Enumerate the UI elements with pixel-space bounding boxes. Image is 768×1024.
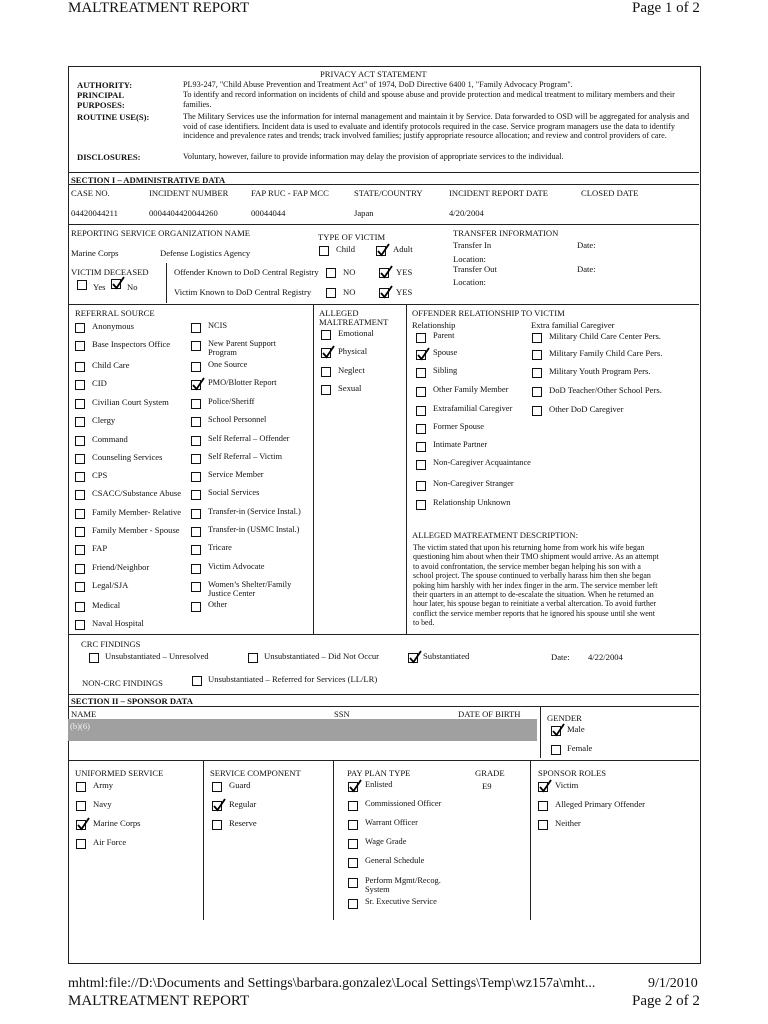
divider	[530, 760, 531, 920]
adult-checkbox[interactable]	[376, 246, 386, 256]
case-no-value: 04420044211	[71, 208, 118, 218]
extra-familial-label: Extra familial Caregiver	[531, 320, 615, 330]
component-regular-label: Regular	[229, 799, 257, 809]
relationship-parent-label: Parent	[433, 331, 455, 340]
role-neither-checkbox[interactable]	[538, 820, 548, 830]
report-date-label: INCIDENT REPORT DATE	[449, 188, 548, 198]
fap-value: 00044044	[251, 208, 286, 218]
divider	[540, 706, 541, 758]
payplan-perform-mgmt-recog-system-checkbox[interactable]	[348, 878, 358, 888]
deceased-no-label: No	[127, 282, 138, 292]
child-label: Child	[336, 244, 356, 254]
referral-transfer-in-service-instal-label: Transfer-in (Service Instal.)	[208, 507, 301, 516]
referral-tricare-checkbox[interactable]	[191, 545, 201, 555]
referral-civilian-court-system-checkbox[interactable]	[75, 399, 85, 409]
referral-victim-advocate-checkbox[interactable]	[191, 564, 201, 574]
referral-new-parent-support-program-label: New Parent Support Program	[208, 339, 276, 357]
role-victim-label: Victim	[555, 780, 579, 790]
referral-police-sheriff-checkbox[interactable]	[191, 399, 201, 409]
referral-friend-neighbor-checkbox[interactable]	[75, 564, 85, 574]
payplan-sr-executive-service-label: Sr. Executive Service	[365, 897, 437, 906]
referral-family-member-relative-checkbox[interactable]	[75, 509, 85, 519]
divider	[68, 694, 699, 695]
section2-title: SECTION II – SPONSOR DATA	[71, 696, 193, 706]
victim-known-yes-label: YES	[396, 287, 413, 297]
referral-fap-checkbox[interactable]	[75, 545, 85, 555]
referral-counseling-services-label: Counseling Services	[92, 452, 163, 462]
gender-female-checkbox[interactable]	[551, 745, 561, 755]
relationship-relationship-unknown-checkbox[interactable]	[416, 500, 426, 510]
caregiver-military-family-child-care-pers-label: Military Family Child Care Pers.	[549, 348, 663, 358]
authority-text: PL93-247, "Child Abuse Prevention and Treatment Act" of 1974, DoD Directive 6400 1, "Family Advocacy Program".	[183, 80, 573, 89]
redaction-label: (b)(6)	[70, 721, 91, 731]
offender-known-yes-label: YES	[396, 267, 413, 277]
reporting-org: Defense Logistics Agency	[160, 248, 251, 258]
relationship-sub-label: Relationship	[412, 320, 456, 330]
report-title: MALTREATMENT REPORT	[68, 0, 250, 16]
fap-label: FAP RUC - FAP MCC	[251, 188, 329, 198]
component-reserve-label: Reserve	[229, 818, 257, 828]
referral-pmo-blotter-report-checkbox[interactable]	[191, 380, 201, 390]
disclosures-text: Voluntary, however, failure to provide information may delay the provision of appropriate services to the individual.	[183, 152, 564, 161]
relationship-non-caregiver-stranger-checkbox[interactable]	[416, 481, 426, 491]
referral-anonymous-checkbox[interactable]	[75, 323, 85, 333]
referral-self-referral-victim-checkbox[interactable]	[191, 454, 201, 464]
caregiver-dod-teacher-other-school-pers-checkbox[interactable]	[532, 387, 542, 397]
payplan-enlisted-checkbox[interactable]	[348, 782, 358, 792]
referral-family-member-spouse-checkbox[interactable]	[75, 527, 85, 537]
transfer-in-label: Transfer In	[453, 240, 492, 250]
transfer-label: TRANSFER INFORMATION	[453, 228, 559, 238]
referral-transfer-in-usmc-instal-checkbox[interactable]	[191, 527, 201, 537]
sponsor-dob-label: DATE OF BIRTH	[458, 709, 521, 719]
referral-police-sheriff-label: Police/Sheriff	[208, 397, 255, 406]
referral-naval-hospital-checkbox[interactable]	[75, 620, 85, 630]
caregiver-dod-teacher-other-school-pers-label: DoD Teacher/Other School Pers.	[549, 385, 662, 395]
relationship-former-spouse-label: Former Spouse	[433, 422, 484, 431]
payplan-wage-grade-label: Wage Grade	[365, 837, 407, 846]
sponsor-name-label: NAME	[71, 709, 97, 719]
transfer-out-location-label: Location:	[453, 277, 486, 287]
purposes-label-2: PURPOSES:	[77, 100, 125, 110]
section1-title: SECTION I – ADMINISTRATIVE DATA	[71, 175, 226, 185]
referral-family-member-spouse-label: Family Member - Spouse	[92, 525, 180, 535]
maltreatment-emotional-label: Emotional	[338, 328, 374, 338]
referral-victim-advocate-label: Victim Advocate	[208, 562, 265, 571]
payplan-warrant-officer-checkbox[interactable]	[348, 820, 358, 830]
referral-social-services-checkbox[interactable]	[191, 490, 201, 500]
relationship-non-caregiver-stranger-label: Non-Caregiver Stranger	[433, 479, 514, 488]
transfer-out-label: Transfer Out	[453, 264, 497, 274]
role-alleged-primary-offender-label: Alleged Primary Offender	[555, 799, 646, 809]
maltreatment-sexual-label: Sexual	[338, 383, 362, 393]
service-component-label: SERVICE COMPONENT	[210, 768, 301, 778]
referral-clergy-checkbox[interactable]	[75, 417, 85, 427]
child-checkbox[interactable]	[319, 246, 329, 256]
referral-csacc-substance-abuse-checkbox[interactable]	[75, 490, 85, 500]
divider	[68, 706, 699, 707]
referral-one-source-label: One Source	[208, 360, 248, 369]
caregiver-military-child-care-center-pers-label: Military Child Care Center Pers.	[549, 331, 661, 341]
relationship-extrafamilial-caregiver-label: Extrafamilial Caregiver	[433, 404, 513, 413]
maltreatment-emotional-checkbox[interactable]	[321, 330, 331, 340]
referral-cid-label: CID	[92, 378, 107, 388]
divider	[406, 304, 407, 634]
victim-known-label: Victim Known to DoD Central Registry	[174, 287, 312, 297]
component-regular-checkbox[interactable]	[212, 801, 222, 811]
description-text: The victim stated that upon his returning home from work his wife began questioning him about when their TMO shipment would arrive. As an attempt to avoid confrontation, the service member began helping his son with a school project. The spouse continued to verbally harass him then she began poking him harshly with her index finger in the arm. The service member left their quarters in an attempt to de-escalate the situation. When he returned an hour later, his spouse began to reinitiate a verbal altercation. To avoid further conflict the service member reports that he ignored his spouse until she went to bed.	[413, 543, 659, 628]
referral-women-s-shelter-family-justice-center-label: Women’s Shelter/Family Justice Center	[208, 580, 292, 598]
gender-label: GENDER	[547, 713, 582, 723]
description-label: ALLEGED MATREATMENT DESCRIPTION:	[412, 530, 578, 540]
uniformed-air-force-label: Air Force	[93, 837, 127, 847]
transfer-in-location-label: Location:	[453, 254, 486, 264]
referral-child-care-label: Child Care	[92, 360, 130, 370]
referral-civilian-court-system-label: Civilian Court System	[92, 397, 169, 407]
crc-unresolved-checkbox[interactable]	[89, 653, 99, 663]
victim-known-no-label: NO	[343, 287, 356, 297]
referral-label: REFERRAL SOURCE	[75, 308, 155, 318]
routine-use-text: The Military Services use the information for internal management and maintain it by Service. Data forwarded to OSD will be aggregated for analysis and void of case identifiers. Incident data is used to evaluate and identify protocols required in the case. Service program managers use the data to identify incidence and prevalence rates and trends; track involved families; justify appropriate resource allocation; and review and control providers of care.	[183, 112, 690, 141]
divider	[68, 304, 699, 305]
relationship-intimate-partner-checkbox[interactable]	[416, 442, 426, 452]
payplan-enlisted-label: Enlisted	[365, 780, 393, 789]
state-value: Japan	[354, 208, 374, 218]
component-reserve-checkbox[interactable]	[212, 820, 222, 830]
payplan-commissioned-officer-checkbox[interactable]	[348, 801, 358, 811]
payplan-sr-executive-service-checkbox[interactable]	[348, 899, 358, 909]
relationship-non-caregiver-acquaintance-checkbox[interactable]	[416, 460, 426, 470]
footer-title: MALTREATMENT REPORT	[68, 993, 250, 1009]
component-guard-label: Guard	[229, 780, 251, 790]
referral-tricare-label: Tricare	[208, 543, 232, 552]
referral-fap-label: FAP	[92, 543, 108, 553]
pay-plan-label: PAY PLAN TYPE	[347, 768, 411, 778]
referral-school-personnel-label: School Personnel	[208, 415, 267, 424]
divider	[68, 184, 699, 185]
offender-known-yes-checkbox[interactable]	[379, 268, 389, 278]
referral-school-personnel-checkbox[interactable]	[191, 417, 201, 427]
relationship-spouse-label: Spouse	[433, 348, 458, 357]
purposes-text: To identify and record information on incidents of child and spouse abuse and provide protection and medical treatment to military members and their families.	[183, 90, 675, 109]
crc-did-not-occur-checkbox[interactable]	[248, 653, 258, 663]
referral-base-inspectors-office-label: Base Inspectors Office	[92, 339, 171, 349]
divider	[68, 634, 699, 635]
role-victim-checkbox[interactable]	[538, 782, 548, 792]
disclosures-label: DISCLOSURES:	[77, 152, 141, 162]
referral-pmo-blotter-report-label: PMO/Blotter Report	[208, 378, 277, 387]
non-crc-referred-label: Unsubstantiated – Referred for Services (LL/LR)	[208, 674, 378, 684]
caregiver-military-family-child-care-pers-checkbox[interactable]	[532, 350, 542, 360]
caregiver-other-dod-caregiver-label: Other DoD Caregiver	[549, 404, 624, 414]
victim-known-yes-checkbox[interactable]	[379, 288, 389, 298]
divider	[68, 224, 699, 225]
crc-label: CRC FINDINGS	[81, 639, 141, 649]
maltreatment-physical-checkbox[interactable]	[321, 348, 331, 358]
non-crc-referred-checkbox[interactable]	[192, 676, 202, 686]
victim-known-no-checkbox[interactable]	[326, 288, 336, 298]
referral-base-inspectors-office-checkbox[interactable]	[75, 341, 85, 351]
referral-transfer-in-service-instal-checkbox[interactable]	[191, 509, 201, 519]
relationship-sibling-checkbox[interactable]	[416, 368, 426, 378]
authority-label: AUTHORITY:	[77, 80, 133, 90]
referral-csacc-substance-abuse-label: CSACC/Substance Abuse	[92, 488, 182, 498]
uniformed-navy-label: Navy	[93, 799, 112, 809]
crc-unresolved-label: Unsubstantiated – Unresolved	[105, 651, 209, 661]
crc-date-label: Date:	[551, 652, 570, 662]
payplan-wage-grade-checkbox[interactable]	[348, 839, 358, 849]
divider	[68, 760, 699, 761]
payplan-perform-mgmt-recog-system-label: Perform Mgmt/Recog. System	[365, 876, 441, 894]
transfer-out-date-label: Date:	[577, 264, 596, 274]
referral-transfer-in-usmc-instal-label: Transfer-in (USMC Instal.)	[208, 525, 300, 534]
payplan-general-schedule-label: General Schedule	[365, 856, 425, 865]
victim-deceased-label: VICTIM DECEASED	[71, 267, 149, 277]
grade-value: E9	[482, 781, 492, 791]
uniformed-marine-corps-label: Marine Corps	[93, 818, 141, 828]
uniformed-navy-checkbox[interactable]	[76, 801, 86, 811]
referral-legal-sja-label: Legal/SJA	[92, 580, 129, 590]
referral-service-member-checkbox[interactable]	[191, 472, 201, 482]
relationship-intimate-partner-label: Intimate Partner	[433, 440, 488, 449]
deceased-no-checkbox[interactable]	[111, 279, 121, 289]
referral-medical-checkbox[interactable]	[75, 602, 85, 612]
routine-use-label: ROUTINE USE(S):	[77, 112, 150, 122]
relationship-extrafamilial-caregiver-checkbox[interactable]	[416, 406, 426, 416]
divider	[313, 304, 314, 634]
referral-self-referral-victim-label: Self Referral – Victim	[208, 452, 282, 461]
caregiver-military-youth-program-pers-checkbox[interactable]	[532, 368, 542, 378]
referral-self-referral-offender-label: Self Referral – Offender	[208, 434, 290, 443]
referral-command-label: Command	[92, 434, 128, 444]
crc-substantiated-label: Substantiated	[423, 651, 470, 661]
referral-friend-neighbor-label: Friend/Neighbor	[92, 562, 150, 572]
divider	[166, 263, 167, 303]
purposes-label-1: PRINCIPAL	[77, 90, 125, 100]
referral-self-referral-offender-checkbox[interactable]	[191, 436, 201, 446]
relationship-parent-checkbox[interactable]	[416, 333, 426, 343]
state-label: STATE/COUNTRY	[354, 188, 423, 198]
referral-medical-label: Medical	[92, 600, 121, 610]
footer-path: mhtml:file://D:\Documents and Settings\barbara.gonzalez\Local Settings\Temp\wz157a\mht...	[68, 976, 596, 991]
crc-did-not-occur-label: Unsubstantiated – Did Not Occur	[264, 651, 380, 661]
reporting-label: REPORTING SERVICE ORGANIZATION NAME	[71, 228, 251, 238]
gender-male-checkbox[interactable]	[551, 726, 561, 736]
divider	[333, 760, 334, 920]
uniformed-army-checkbox[interactable]	[76, 782, 86, 792]
caregiver-military-child-care-center-pers-checkbox[interactable]	[532, 333, 542, 343]
relationship-other-family-member-label: Other Family Member	[433, 385, 509, 394]
divider	[68, 172, 699, 173]
referral-naval-hospital-label: Naval Hospital	[92, 618, 144, 628]
sponsor-roles-label: SPONSOR ROLES	[538, 768, 607, 778]
offender-known-no-checkbox[interactable]	[326, 268, 336, 278]
referral-family-member-relative-label: Family Member- Relative	[92, 507, 182, 517]
caregiver-military-youth-program-pers-label: Military Youth Program Pers.	[549, 366, 651, 376]
payplan-warrant-officer-label: Warrant Officer	[365, 818, 418, 827]
closed-date-label: CLOSED DATE	[581, 188, 639, 198]
caregiver-other-dod-caregiver-checkbox[interactable]	[532, 406, 542, 416]
maltreatment-neglect-checkbox[interactable]	[321, 367, 331, 377]
relationship-other-family-member-checkbox[interactable]	[416, 387, 426, 397]
referral-ncis-label: NCIS	[208, 321, 228, 330]
privacy-heading: PRIVACY ACT STATEMENT	[320, 69, 427, 79]
referral-ncis-checkbox[interactable]	[191, 323, 201, 333]
uniformed-marine-corps-checkbox[interactable]	[76, 820, 86, 830]
maltreatment-sexual-checkbox[interactable]	[321, 385, 331, 395]
deceased-yes-checkbox[interactable]	[77, 280, 87, 290]
referral-other-label: Other	[208, 600, 228, 609]
referral-counseling-services-checkbox[interactable]	[75, 454, 85, 464]
maltreatment-label-1: ALLEGED	[319, 308, 359, 318]
referral-legal-sja-checkbox[interactable]	[75, 582, 85, 592]
offender-known-label: Offender Known to DoD Central Registry	[174, 267, 319, 277]
role-alleged-primary-offender-checkbox[interactable]	[538, 801, 548, 811]
transfer-in-date-label: Date:	[577, 240, 596, 250]
incident-number-label: INCIDENT NUMBER	[149, 188, 229, 198]
referral-cps-label: CPS	[92, 470, 108, 480]
incident-number-value: 0004404420044260	[149, 208, 218, 218]
referral-social-services-label: Social Services	[208, 488, 260, 497]
payplan-general-schedule-checkbox[interactable]	[348, 858, 358, 868]
grade-label: GRADE	[475, 768, 505, 778]
offender-known-no-label: NO	[343, 267, 356, 277]
type-victim-label: TYPE OF VICTIM	[318, 232, 386, 242]
referral-cid-checkbox[interactable]	[75, 380, 85, 390]
crc-date: 4/22/2004	[588, 652, 623, 662]
referral-women-s-shelter-family-justice-center-checkbox[interactable]	[191, 582, 201, 592]
relationship-non-caregiver-acquaintance-label: Non-Caregiver Acquaintance	[433, 458, 531, 467]
referral-cps-checkbox[interactable]	[75, 472, 85, 482]
uniformed-air-force-checkbox[interactable]	[76, 839, 86, 849]
payplan-commissioned-officer-label: Commissioned Officer	[365, 799, 442, 808]
adult-label: Adult	[393, 244, 413, 254]
report-date-value: 4/20/2004	[449, 208, 484, 218]
referral-command-checkbox[interactable]	[75, 436, 85, 446]
maltreatment-neglect-label: Neglect	[338, 365, 365, 375]
deceased-yes-label: Yes	[93, 282, 106, 292]
referral-new-parent-support-program-checkbox[interactable]	[191, 341, 201, 351]
footer-page: Page 2 of 2	[632, 993, 700, 1009]
non-crc-label: NON-CRC FINDINGS	[82, 678, 163, 688]
referral-clergy-label: Clergy	[92, 415, 116, 425]
uniformed-army-label: Army	[93, 780, 114, 790]
gender-male-label: Male	[567, 724, 585, 734]
uniformed-service-label: UNIFORMED SERVICE	[75, 768, 164, 778]
relationship-relationship-unknown-label: Relationship Unknown	[433, 498, 511, 507]
case-no-label: CASE NO.	[71, 188, 110, 198]
referral-one-source-checkbox[interactable]	[191, 362, 201, 372]
crc-substantiated-checkbox[interactable]	[408, 653, 418, 663]
referral-child-care-checkbox[interactable]	[75, 362, 85, 372]
redaction-block	[68, 719, 537, 741]
gender-female-label: Female	[567, 743, 593, 753]
relationship-former-spouse-checkbox[interactable]	[416, 424, 426, 434]
component-guard-checkbox[interactable]	[212, 782, 222, 792]
footer-date: 9/1/2010	[648, 976, 698, 991]
relationship-label: OFFENDER RELATIONSHIP TO VICTIM	[412, 308, 565, 318]
role-neither-label: Neither	[555, 818, 581, 828]
maltreatment-physical-label: Physical	[338, 346, 368, 356]
sponsor-ssn-label: SSN	[334, 709, 350, 719]
divider	[203, 760, 204, 920]
referral-other-checkbox[interactable]	[191, 602, 201, 612]
reporting-service: Marine Corps	[71, 248, 119, 258]
page-number: Page 1 of 2	[632, 0, 700, 16]
referral-service-member-label: Service Member	[208, 470, 264, 479]
relationship-spouse-checkbox[interactable]	[416, 350, 426, 360]
maltreatment-label-2: MALTREATMENT	[319, 317, 389, 327]
referral-anonymous-label: Anonymous	[92, 321, 135, 331]
relationship-sibling-label: Sibling	[433, 366, 458, 375]
